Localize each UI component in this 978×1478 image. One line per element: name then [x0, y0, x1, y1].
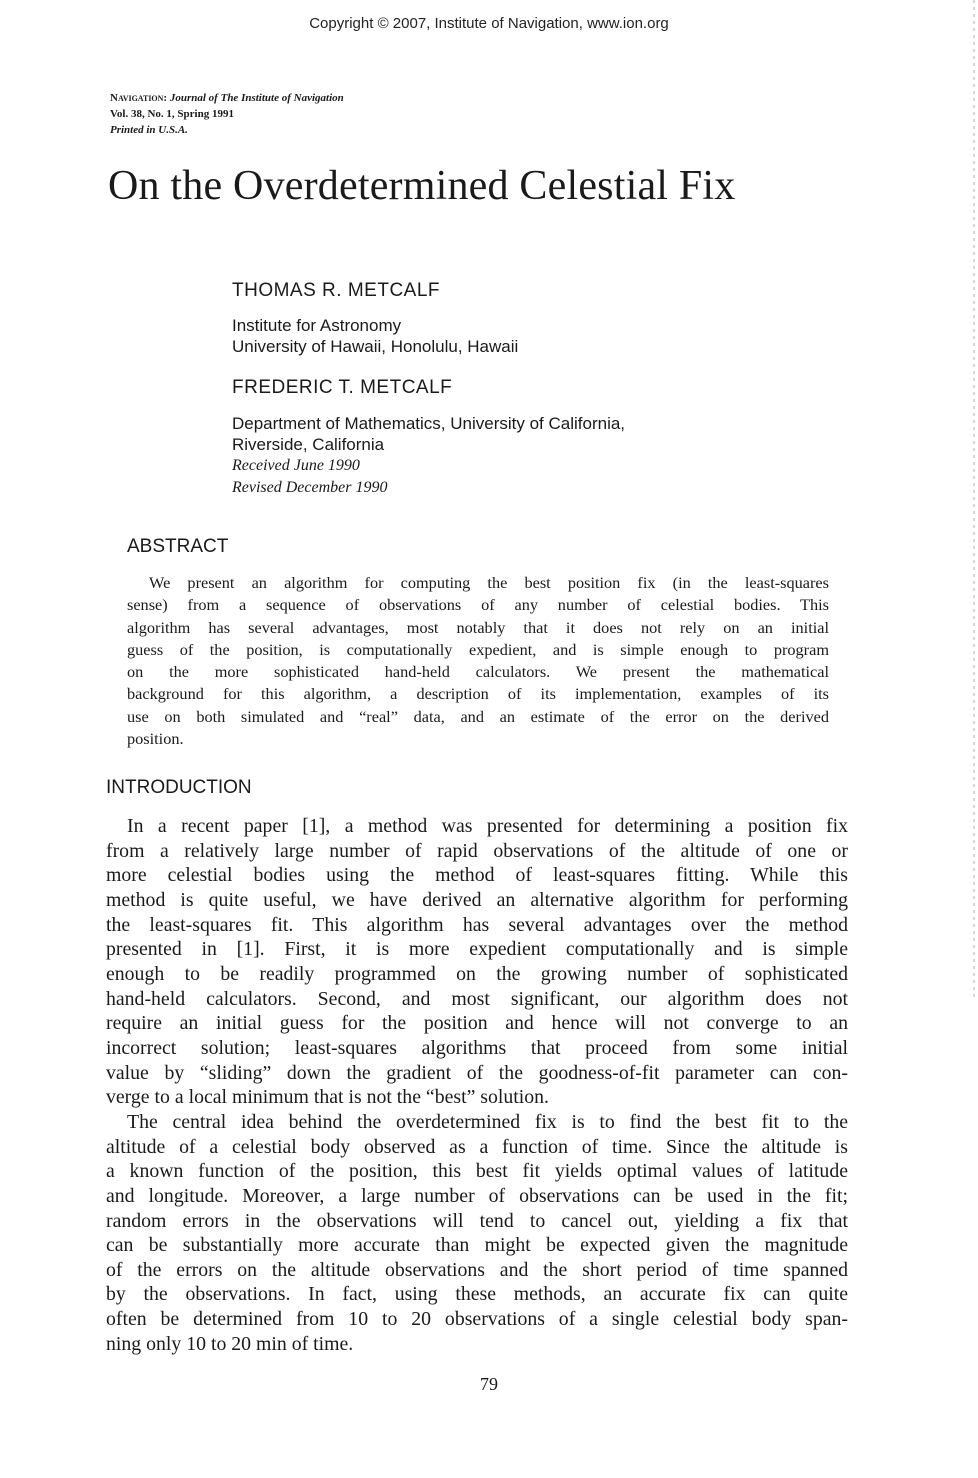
paragraph-line: In a recent paper [1], a method was presented for determining a position fix [127, 815, 848, 837]
paragraph-line: verge to a local minimum that is not the “best” solution. [106, 1086, 549, 1109]
abstract-line: use on both simulated and “real” data, and an estimate of the error on the derived [127, 706, 829, 726]
paragraph-line: hand-held calculators. Second, and most significant, our algorithm does not [106, 987, 848, 1010]
scan-edge-artifact [973, 0, 975, 1000]
paragraph-line: the least-squares fit. This algorithm has several advantages over the method [106, 913, 848, 936]
paragraph-line: a known function of the position, this best fit yields optimal values of latitude [106, 1160, 848, 1183]
affiliation-line: Riverside, California [232, 435, 385, 454]
paragraph-line: The central idea behind the overdetermined fix is to find the best fit to the [127, 1110, 848, 1133]
revised-date: Revised December 1990 [232, 479, 388, 496]
printed-in: Printed in U.S.A. [110, 124, 188, 136]
received-date: Received June 1990 [232, 457, 360, 474]
paragraph-line: random errors in the observations will tend to cancel out, yielding a fix that [106, 1209, 848, 1232]
affiliation-line: Institute for Astronomy [232, 316, 402, 335]
article-title: On the Overdetermined Celestial Fix [108, 163, 736, 209]
paragraph-line: more celestial bodies using the method of least-squares fitting. While this [106, 864, 848, 887]
abstract-line: guess of the position, is computationally expedient, and is simple enough to program [127, 639, 829, 659]
journal-name-line [110, 90, 344, 106]
abstract-line: position. [127, 729, 184, 749]
journal-name: Navigation: [110, 92, 168, 104]
author-affiliation-1 [232, 315, 518, 357]
paragraph-line: often be determined from 10 to 20 observations of a single celestial body span- [106, 1308, 848, 1331]
paragraph-line: incorrect solution; least-squares algorithms that proceed from some initial [106, 1036, 848, 1059]
paragraph-line: from a relatively large number of rapid observations of the altitude of one or [106, 839, 848, 862]
paragraph-line: by the observations. In fact, using these methods, an accurate fix can quite [106, 1283, 848, 1306]
copyright-notice: Copyright © 2007, Institute of Navigation, www.ion.org [309, 15, 669, 32]
abstract-line: background for this algorithm, a description of its implementation, examples of its [127, 684, 829, 704]
author-name-2: FREDERIC T. METCALF [232, 377, 453, 398]
paragraph-line: can be substantially more accurate than might be expected given the magnitude [106, 1234, 848, 1257]
paragraph-line: value by “sliding” down the gradient of the goodness-of-fit parameter can con- [106, 1061, 848, 1084]
journal-volume: Vol. 38, No. 1, Spring 1991 [110, 108, 234, 120]
journal-full-title: Journal of The Institute of Navigation [169, 92, 344, 104]
abstract-line: on the more sophisticated hand-held calculators. We present the mathematical [127, 662, 829, 682]
abstract-heading: ABSTRACT [127, 536, 229, 557]
paragraph-line: method is quite useful, we have derived an alternative algorithm for performing [106, 888, 848, 911]
author-affiliation-2 [232, 413, 625, 455]
affiliation-line: Department of Mathematics, University of California, [232, 414, 626, 433]
article-dates [232, 455, 388, 499]
introduction-text [106, 814, 848, 1356]
journal-info [110, 90, 344, 138]
abstract-line: We present an algorithm for computing the best position fix (in the least-squares [149, 573, 829, 592]
abstract-line: algorithm has several advantages, most notably that it does not rely on an initial [127, 617, 829, 637]
abstract-line: sense) from a sequence of observations of any number of celestial bodies. This [127, 595, 829, 615]
page-number: 79 [480, 1374, 498, 1394]
paragraph-line: presented in [1]. First, it is more expedient computationally and is simple [106, 938, 848, 961]
introduction-heading: INTRODUCTION [106, 777, 252, 798]
paragraph-line: enough to be readily programmed on the growing number of sophisticated [106, 962, 848, 985]
paragraph-line: and longitude. Moreover, a large number of observations can be used in the fit; [106, 1184, 848, 1207]
author-name-1: THOMAS R. METCALF [232, 280, 441, 301]
paragraph-line: require an initial guess for the position and hence will not converge to an [106, 1012, 848, 1035]
paragraph-line: altitude of a celestial body observed as a function of time. Since the altitude is [106, 1135, 848, 1158]
paragraph-line: ning only 10 to 20 min of time. [106, 1332, 354, 1355]
affiliation-line: University of Hawaii, Honolulu, Hawaii [232, 337, 519, 356]
abstract-text [127, 572, 829, 750]
paragraph-line: of the errors on the altitude observations and the short period of time spanned [106, 1258, 848, 1281]
